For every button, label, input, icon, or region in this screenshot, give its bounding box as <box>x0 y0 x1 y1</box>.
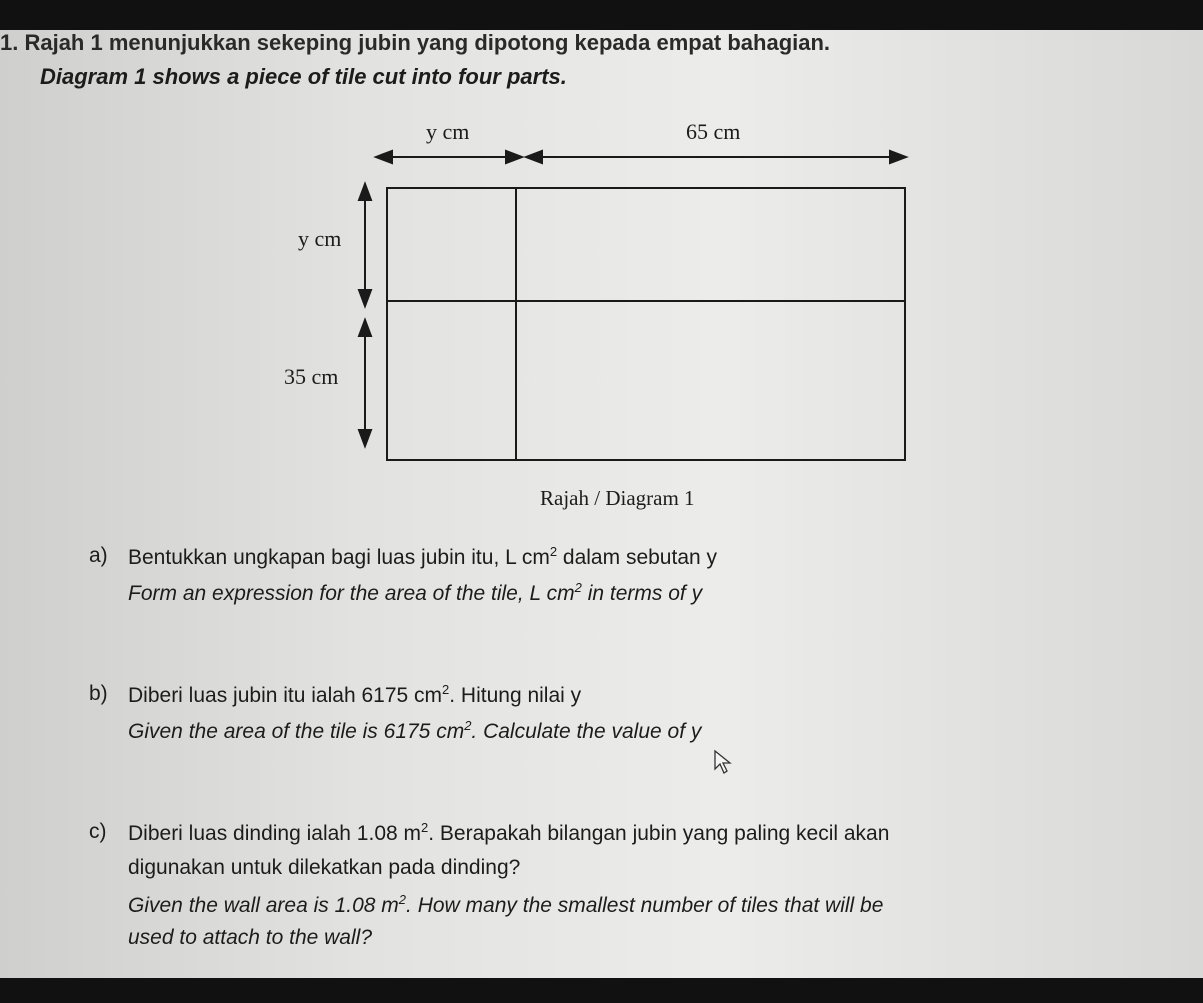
mouse-cursor-icon <box>712 749 736 777</box>
question-intro-malay: 1. Rajah 1 menunjukkan sekeping jubin yang dipotong kepada empat bahagian. <box>0 30 831 55</box>
question-c-english-line1: Given the wall area is 1.08 $m^2$. How many the smallest number of tiles that will be <box>128 892 884 917</box>
question-a-malay: Bentukkan ungkapan bagi luas jubin itu, L $cm^2$ dalam sebutan y <box>128 544 718 569</box>
height-35-arrow <box>359 320 371 446</box>
diagram-caption: Rajah / Diagram 1 <box>540 486 695 510</box>
question-b-malay: Diberi luas jubin itu ialah 6175 $cm^2$. Hitung nilai y <box>128 682 582 707</box>
label-height-y: y cm <box>298 226 342 251</box>
tile-diagram <box>0 30 1203 500</box>
width-65-arrow <box>526 151 906 163</box>
question-c-english-line2: used to attach to the wall? <box>128 926 372 949</box>
label-height-35: 35 cm <box>284 364 339 389</box>
question-c-malay-line1: Diberi luas dinding ialah 1.08 $m^2$. Berapakah bilangan jubin yang paling kecil akan <box>128 820 890 845</box>
question-intro-english: Diagram 1 shows a piece of tile cut into four parts. <box>40 64 567 89</box>
label-width-y: y cm <box>426 119 470 144</box>
height-y-arrow <box>359 184 371 306</box>
question-b-marker: b) <box>89 682 108 705</box>
tile-outline <box>387 188 905 460</box>
width-y-arrow <box>376 151 522 163</box>
question-c-marker: c) <box>89 820 107 843</box>
question-b-english: Given the area of the tile is 6175 $cm^2$. Calculate the value of y <box>128 718 702 743</box>
label-width-65: 65 cm <box>686 119 741 144</box>
worksheet-photo <box>0 30 1203 978</box>
question-a-marker: a) <box>89 544 108 567</box>
question-a-english: Form an expression for the area of the tile, L $cm^2$ in terms of y <box>128 580 703 605</box>
question-c-malay-line2: digunakan untuk dilekatkan pada dinding? <box>128 856 521 879</box>
